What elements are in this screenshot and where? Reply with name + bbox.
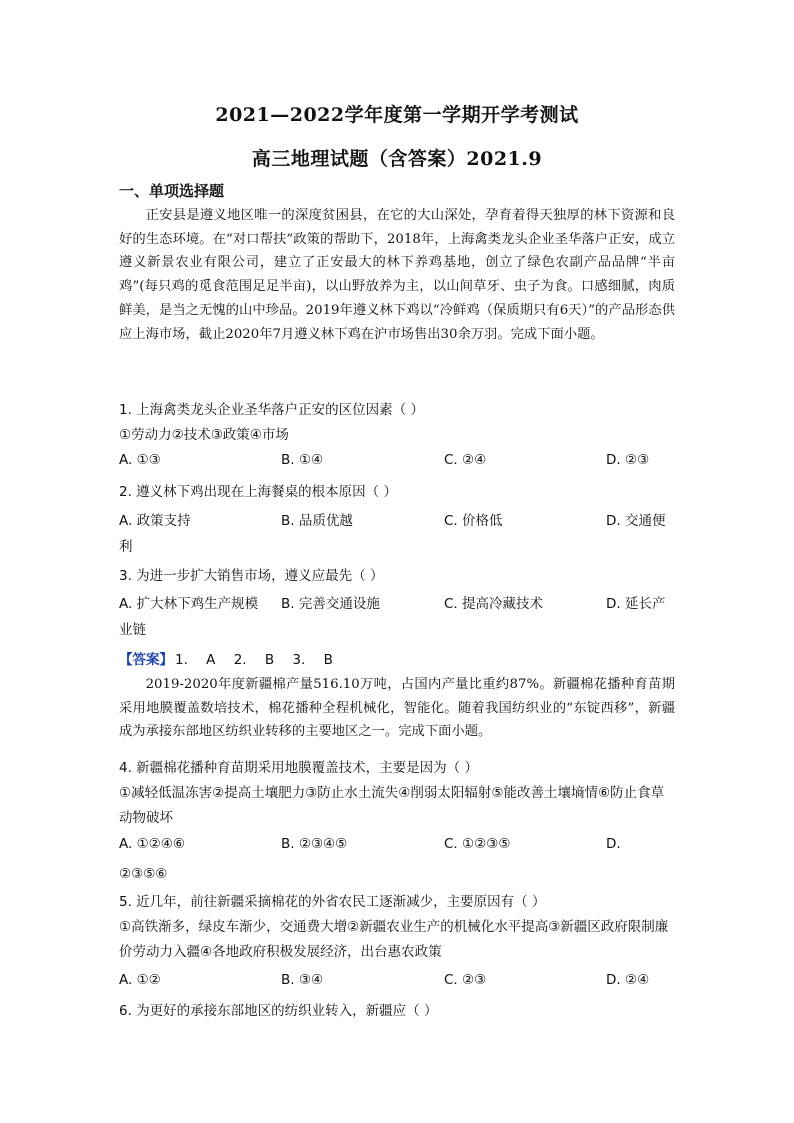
question-5-items: ①高铁渐多，绿皮车渐少，交通费大增②新疆农业生产的机械化水平提高③新疆区政府限制廉价劳动力入疆④各地政府积极发展经济，出台惠农政策 [119, 919, 669, 960]
option-d[interactable]: D. ②④ [606, 972, 650, 988]
question-1-items: ①劳动力②技术③政策④市场 [119, 427, 289, 443]
answer-line [119, 648, 333, 668]
answer-value: 1. A 2. B 3. B [175, 652, 333, 668]
option-c[interactable]: C. ①②③⑤ [444, 836, 511, 852]
option-a[interactable]: A. 扩大林下鸡生产规模 [119, 596, 259, 612]
question-3-option-wrap: 业链 [119, 622, 146, 638]
reading-passage-2: 2019-2020年度新疆棉产量516.10万吨，占国内产量比重约87%。新疆棉花播种育苗期采用地膜覆盖数培技术，棉花播种全程机械化，智能化。随着我国纺织业的“东锭西移”，新疆成为承接东部地区纺织业转移的主要地区之一。完成下面小题。 [119, 677, 675, 740]
option-c[interactable]: C. ②③ [444, 972, 487, 988]
question-4-option-wrap: ②③⑤⑥ [119, 866, 168, 882]
option-b[interactable]: B. ②③④⑤ [281, 836, 348, 852]
option-d[interactable]: D. 交通便 [606, 513, 666, 529]
question-4-items: ①减轻低温冻害②提高土壤肥力③防止水土流失④削弱太阳辐射⑤能改善土壤墒情⑥防止食草动物破坏 [119, 785, 665, 826]
answer-label: 【答案】 [119, 652, 173, 668]
question-3-options [119, 592, 679, 616]
option-c[interactable]: C. 提高冷藏技术 [444, 596, 544, 612]
section-heading: 一、单项选择题 [119, 182, 225, 200]
question-2-option-wrap: 利 [119, 539, 133, 555]
option-b[interactable]: B. ③④ [281, 972, 324, 988]
option-d[interactable]: D. ②③ [606, 452, 650, 468]
question-3-stem: 3. 为进一步扩大销售市场，遵义应最先（ ） [119, 568, 384, 584]
option-a[interactable]: A. ①② [119, 972, 161, 988]
option-b[interactable]: B. 完善交通设施 [281, 596, 380, 612]
option-a[interactable]: A. ①③ [119, 452, 161, 468]
option-c[interactable]: C. ②④ [444, 452, 487, 468]
option-c[interactable]: C. 价格低 [444, 513, 503, 529]
question-2-options [119, 509, 679, 533]
document-title: 2021—2022学年度第一学期开学考测试 [215, 104, 579, 126]
option-b[interactable]: B. 品质优越 [281, 513, 353, 529]
option-a[interactable]: A. 政策支持 [119, 513, 191, 529]
question-1-options [119, 452, 679, 476]
question-2-stem: 2. 遵义林下鸡出现在上海餐桌的根本原因（ ） [119, 484, 397, 500]
option-b[interactable]: B. ①④ [281, 452, 324, 468]
question-5-stem: 5. 近几年，前往新疆采摘棉花的外省农民工逐渐减少，主要原因有（ ） [119, 894, 546, 910]
question-6-stem: 6. 为更好的承接东部地区的纺织业转入，新疆应（ ） [119, 1003, 438, 1019]
option-d[interactable]: D. 延长产 [606, 596, 666, 612]
question-1-stem: 1. 上海禽类龙头企业圣华落户正安的区位因素（ ） [119, 402, 424, 418]
option-a[interactable]: A. ①②④⑥ [119, 836, 185, 852]
question-5-options [119, 972, 679, 996]
question-4-stem: 4. 新疆棉花播种育苗期采用地膜覆盖技术，主要是因为（ ） [119, 760, 478, 776]
question-4-options [119, 836, 679, 860]
option-d[interactable]: D. [606, 836, 621, 852]
reading-passage-1: 正安县是遵义地区唯一的深度贫困县，在它的大山深处，孕育着得天独厚的林下资源和良好的生态环境。在“对口帮扶”政策的帮助下，2018年，上海禽类龙头企业圣华落户正安，成立遵义新景农业有限公司，建立了正安最大的林下养鸡基地，创立了绿色农副产品品牌“半亩鸡”(每只鸡的觅食范围足足半亩)，以山野放养为主，以山间草牙、虫子为食。口感细腻，肉质鲜美，是当之无愧的山中珍品。2019年遵义林下鸡以“冷鲜鸡（保质期只有6天）”的产品形态供应上海市场，截止2020年7月遵义林下鸡在沪市场售出30余万羽。完成下面小题。 [119, 208, 675, 342]
document-subtitle: 高三地理试题（含答案）2021.9 [251, 148, 543, 170]
